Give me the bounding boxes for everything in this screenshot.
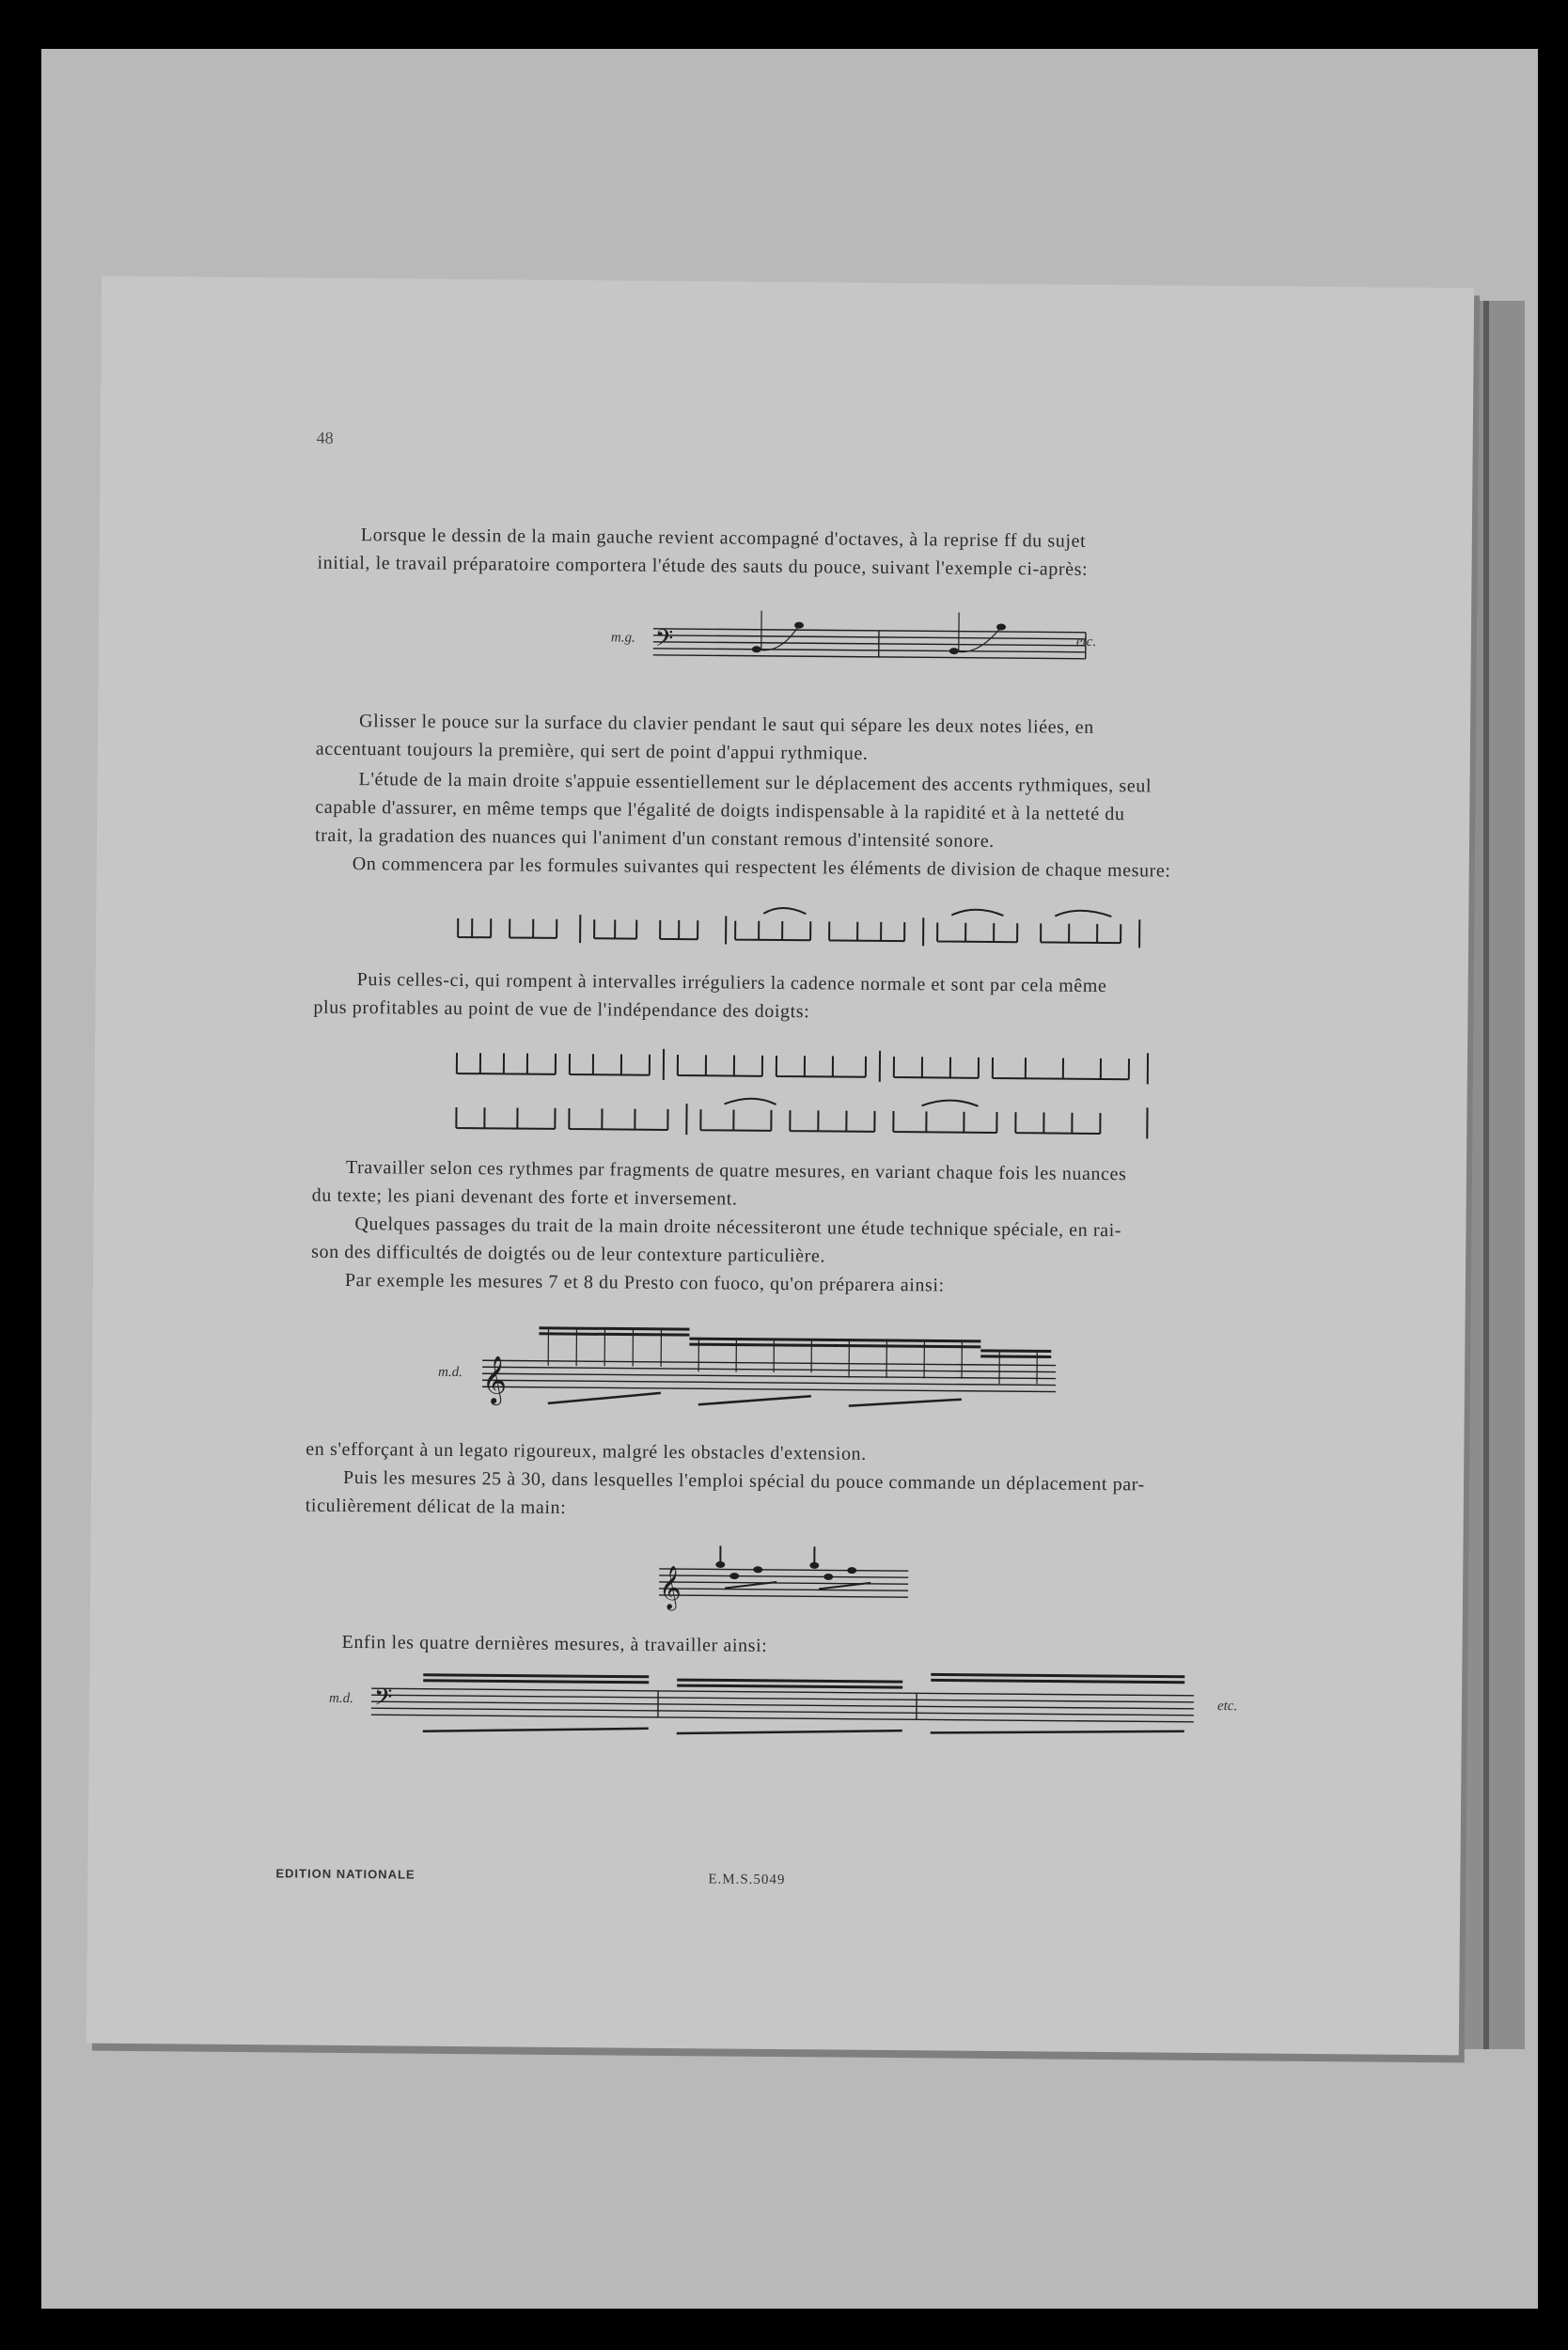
music-example-presto: [473, 1308, 1075, 1418]
music-example-final: [367, 1660, 1214, 1752]
paragraph-line: ticulièrement délicat de la main:: [305, 1495, 567, 1519]
left-hand-label: m.g.: [610, 630, 635, 646]
paragraph-line: initial, le travail préparatoire comportera l'étude des sauts du pouce, suivant l'exemple ci-après:: [317, 552, 1089, 580]
paragraph-line: en s'efforçant à un legato rigoureux, malgré les obstacles d'extension.: [306, 1438, 867, 1465]
music-example-thumb: [654, 1536, 918, 1613]
paragraph-line: L'étude de la main droite s'appuie essentiellement sur le déplacement des accents rythmiques, seul: [358, 769, 1152, 797]
svg-text:𝄢: 𝄢: [654, 625, 674, 657]
page-number: 48: [316, 428, 334, 447]
paragraph-line: capable d'assurer, en même temps que l'égalité de doigts indispensable à la rapidité et à la netteté du: [315, 796, 1125, 825]
rhythm-formulas-2: [451, 1036, 1270, 1147]
paragraph-line: son des difficultés de doigtés ou de leur contexture particulière.: [311, 1241, 826, 1267]
score-page: [86, 276, 1474, 2056]
svg-text:𝄞: 𝄞: [481, 1356, 508, 1403]
paragraph-line: Enfin les quatre dernières mesures, à travailler ainsi:: [341, 1631, 768, 1656]
paragraph-line: du texte; les piani devenant des forte et inversement.: [311, 1184, 738, 1210]
paragraph-line: Quelques passages du trait de la main droite nécessiteront une étude technique spéciale, en rai-: [354, 1214, 1122, 1242]
right-hand-label-final: m.d.: [328, 1690, 353, 1707]
paragraph-line: Puis les mesures 25 à 30, dans lesquelles l'emploi spécial du pouce commande un déplacement par-: [342, 1466, 1145, 1496]
page-binding: [1483, 301, 1489, 2049]
plate-number: E.M.S.5049: [708, 1872, 786, 1888]
paragraph-line: Par exemple les mesures 7 et 8 du Presto con fuoco, qu'on préparera ainsi:: [344, 1269, 945, 1296]
paragraph-line: trait, la gradation des nuances qui l'animent d'un constant remous d'intensité sonore.: [314, 824, 995, 852]
paragraph-line: accentuant toujours la première, qui sert de point d'appui rythmique.: [315, 738, 869, 764]
paragraph-line: Glisser le pouce sur la surface du clavier pendant le saut qui sépare les deux notes liées, en: [359, 711, 1094, 738]
paragraph-line: On commencera par les formules suivantes qui respectent les éléments de division de chaque mesure:: [352, 854, 1171, 882]
paragraph-line: plus profitables au point de vue de l'indépendance des doigts:: [313, 996, 810, 1023]
etc-label: etc.: [1075, 634, 1097, 650]
rhythm-formulas-1: [453, 900, 1271, 954]
paragraph-line: Puis celles-ci, qui rompent à intervalles irréguliers la cadence normale et sont par cela même: [356, 969, 1107, 997]
svg-text:𝄞: 𝄞: [658, 1565, 682, 1609]
svg-text:𝄢: 𝄢: [373, 1684, 393, 1716]
paragraph-line: Lorsque le dessin de la main gauche revient accompagné d'octaves, à la reprise ff du sujet: [360, 525, 1087, 552]
music-example-thumb-jumps: [643, 605, 1133, 695]
paragraph-line: Travailler selon ces rythmes par fragments de quatre mesures, en variant chaque fois les nuances: [345, 1156, 1127, 1185]
publisher-label: EDITION NATIONALE: [275, 1866, 416, 1882]
etc-label-final: etc.: [1216, 1699, 1238, 1715]
right-hand-label: m.d.: [437, 1364, 463, 1381]
